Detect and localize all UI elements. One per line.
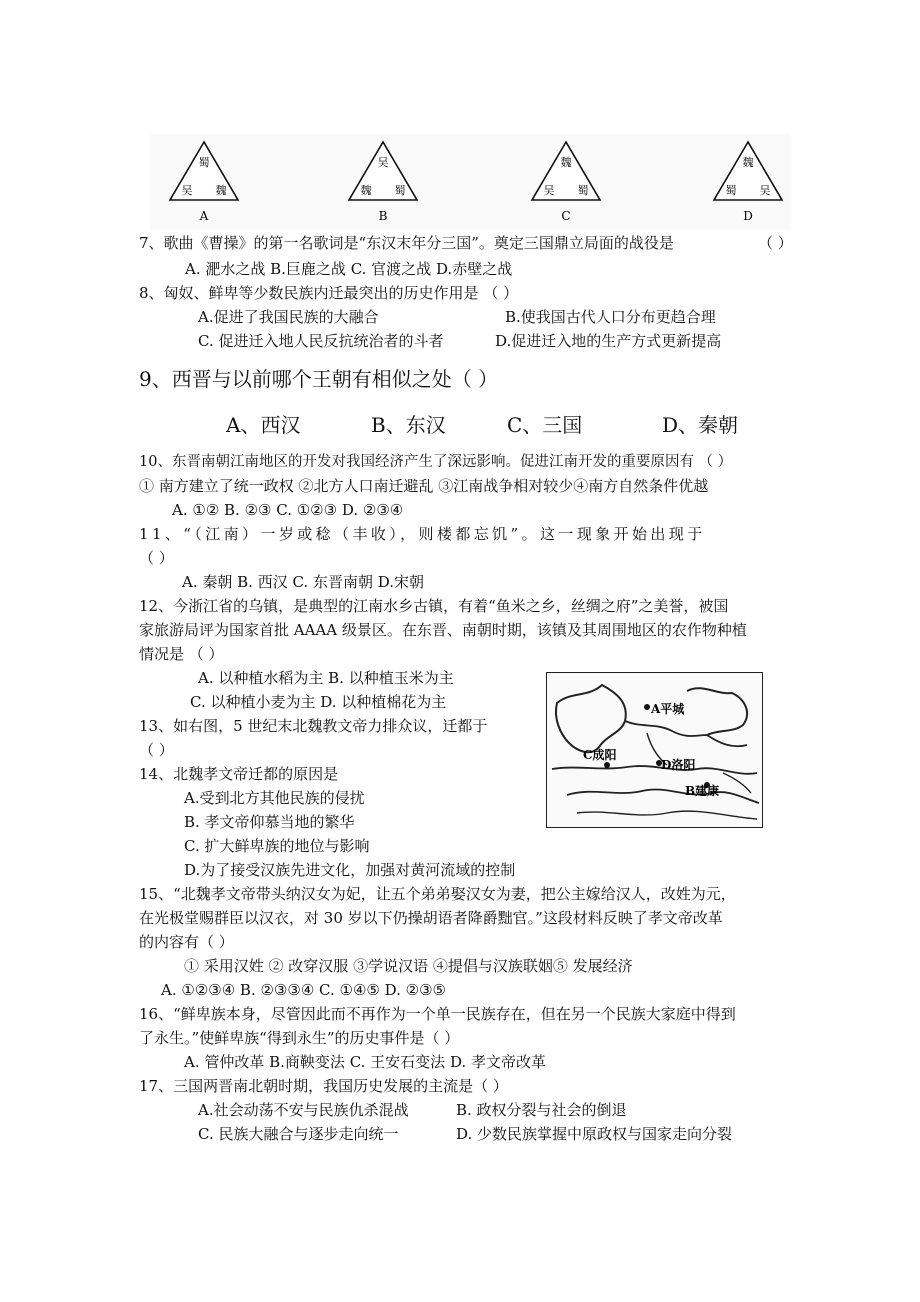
q12-line3: 情况是 （ ） (139, 645, 224, 663)
q8-option-b: B.使我国古代人口分布更趋合理 (505, 308, 716, 326)
q9-stem: 9、西晋与以前哪个王朝有相似之处（ ） (139, 367, 499, 391)
map-label-b: B建康 (685, 784, 720, 798)
q14-option-d: D.为了接受汉族先进文化，加强对黄河流域的控制 (184, 861, 516, 879)
q7-stem: 7、歌曲《曹操》的第一名歌词是“东汉末年分三国”。奠定三国鼎立局面的战役是 (139, 234, 674, 252)
q8-option-d: D.促进迁入地的生产方式更新提高 (495, 332, 722, 350)
q15-items: ① 采用汉姓 ② 改穿汉服 ③学说汉语 ④提倡与汉族联姻⑤ 发展经济 (184, 957, 633, 975)
q14-option-c: C. 扩大鲜卑族的地位与影响 (184, 837, 370, 855)
tri-b-left: 魏 (360, 184, 372, 197)
q17-option-c: C. 民族大融合与逐步走向统一 (198, 1125, 399, 1143)
tri-a-top: 蜀 (198, 156, 210, 169)
q17-option-a: A.社会动荡不安与民族仇杀混战 (198, 1101, 409, 1119)
q14-stem: 14、北魏孝文帝迁都的原因是 (139, 765, 339, 783)
q17-option-b: B. 政权分裂与社会的倒退 (456, 1101, 627, 1119)
q11-options: A. 秦朝 B. 西汉 C. 东晋南朝 D.宋朝 (182, 573, 424, 591)
q16-line2: 了永生。”使鲜卑族“得到永生”的历史事件是（ ） (139, 1029, 460, 1047)
tri-d-letter: D (743, 209, 753, 223)
q8-option-c: C. 促进迁入地人民反抗统治者的斗者 (198, 332, 444, 350)
tri-c-left: 吴 (543, 184, 555, 197)
map-figure (546, 672, 763, 828)
tri-c-top: 魏 (560, 156, 572, 169)
tri-b-right: 蜀 (394, 184, 406, 197)
q15-line1: 15、“北魏孝文帝带头纳汉女为妃，让五个弟弟娶汉女为妻，把公主嫁给汉人，改姓为元， (139, 885, 736, 903)
q14-option-a: A.受到北方其他民族的侵扰 (184, 789, 365, 807)
q7-paren: （ ） (758, 234, 793, 252)
tri-c-letter: C (561, 209, 571, 223)
q16-line1: 16、“鲜卑族本身，尽管因此而不再作为一个单一民族存在，但在另一个民族大家庭中得到 (139, 1005, 736, 1023)
q7-options: A. 淝水之战 B.巨鹿之战 C. 官渡之战 D.赤壁之战 (185, 260, 513, 278)
tri-b-top: 吴 (377, 156, 389, 169)
q10-stem: 10、东晋南朝江南地区的开发对我国经济产生了深远影响。促进江南开发的重要原因有 （ ） (139, 454, 733, 470)
q11-paren: （ ） (139, 549, 174, 567)
tri-d-right: 吴 (759, 184, 771, 197)
q15-line2: 在光极堂赐群臣以汉衣，对 30 岁以下仍操胡语者降爵黜官。”这段材料反映了孝文帝改革 (139, 909, 723, 927)
q13-stem: 13、如右图，5 世纪末北魏教文帝力排众议，迁都于 (139, 717, 488, 735)
q8-stem: 8、匈奴、鲜卑等少数民族内迁最突出的历史作用是 （ ） (139, 284, 519, 302)
q12-line2: 家旅游局评为国家首批 AAAA 级景区。在东晋、南朝时期，该镇及其周围地区的农作物种植 (139, 621, 747, 639)
map-label-d: D洛阳 (661, 758, 696, 772)
tri-c-right: 蜀 (577, 184, 589, 197)
q16-options: A. 管仲改革 B.商鞅变法 C. 王安石变法 D. 孝文帝改革 (184, 1053, 546, 1071)
map-label-a: A平城 (651, 702, 685, 716)
q8-option-a: A.促进了我国民族的大融合 (198, 308, 379, 326)
tri-a-left: 吴 (181, 184, 193, 197)
tri-d-top: 魏 (742, 156, 754, 169)
q15-options: A. ①②③④ B. ②③③④ C. ①④⑤ D. ②③⑤ (161, 981, 446, 999)
q14-option-b: B. 孝文帝仰慕当地的繁华 (184, 813, 355, 831)
q10-items: ① 南方建立了统一政权 ②北方人口南迁避乱 ③江南战争相对较少④南方自然条件优越 (139, 477, 709, 495)
triangle-figure (150, 134, 790, 230)
q12-line1: 12、今浙江省的乌镇，是典型的江南水乡古镇，有着“鱼米之乡，丝绸之府”之美誉，被国 (139, 597, 729, 615)
q9-option-b: B、东汉 (371, 413, 446, 437)
tri-a-right: 魏 (215, 184, 227, 197)
q17-stem: 17、三国两晋南北朝时期，我国历史发展的主流是（ ） (139, 1077, 508, 1095)
triangle-figure-strip (150, 134, 790, 230)
map-label-c: C成阳 (583, 748, 617, 762)
q11-stem: 11、“（江南）一岁或稔（丰收），则楼都忘饥”。这一现象开始出现于 (139, 525, 706, 543)
q13-paren: （ ） (139, 741, 174, 759)
q12-options-ab: A. 以种植水稻为主 B. 以种植玉米为主 (198, 669, 454, 687)
q17-option-d: D. 少数民族掌握中原政权与国家走向分裂 (456, 1125, 733, 1143)
tri-d-left: 蜀 (725, 184, 737, 197)
q9-option-d: D、秦朝 (662, 413, 739, 437)
q10-options: A. ①② B. ②③ C. ①②③ D. ②③④ (172, 501, 404, 519)
tri-a-letter: A (199, 209, 209, 223)
q9-option-c: C、三国 (507, 413, 583, 437)
q9-option-a: A、西汉 (226, 413, 301, 437)
q15-line3: 的内容有（ ） (139, 933, 234, 951)
tri-b-letter: B (378, 209, 388, 223)
q12-options-cd: C. 以种植小麦为主 D. 以种植棉花为主 (190, 693, 447, 711)
map-svg (547, 673, 762, 827)
